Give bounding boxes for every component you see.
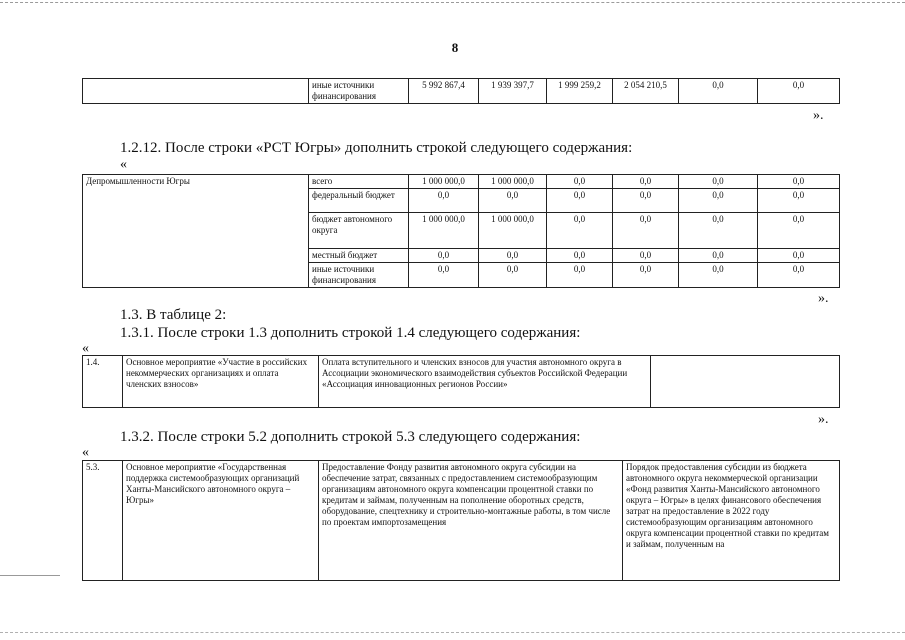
heading-1-2-12: 1.2.12. После строки «РСТ Югры» дополнить строкой следующего содержания:	[120, 140, 633, 156]
value-cell: 0,0	[409, 249, 479, 263]
measure-description: Оплата вступительного и членских взносов для участия автономного округа в Ассоциации экономического взаимодействия субъектов Российской Федерации «Ассоциация инновационных регионов России»	[319, 356, 651, 408]
value-cell: 0,0	[613, 213, 679, 249]
value-cell: 5 992 867,4	[409, 79, 479, 104]
value-cell: 1 000 000,0	[479, 175, 547, 189]
table-continuation	[82, 78, 840, 104]
value-cell: 0,0	[547, 263, 613, 288]
value-cell: 0,0	[758, 175, 840, 189]
value-cell: 0,0	[547, 189, 613, 213]
table-cell-empty	[83, 79, 309, 104]
value-cell: 0,0	[758, 189, 840, 213]
value-cell: 1 000 000,0	[409, 175, 479, 189]
opening-quote-1: «	[120, 157, 127, 172]
value-cell: 0,0	[758, 263, 840, 288]
value-cell: 0,0	[679, 79, 758, 104]
value-cell: 0,0	[479, 263, 547, 288]
value-cell: 0,0	[613, 263, 679, 288]
value-cell: 0,0	[679, 213, 758, 249]
closing-quote-3: ».	[818, 412, 829, 427]
value-cell: 0,0	[613, 249, 679, 263]
opening-quote-3: «	[82, 445, 89, 460]
opening-quote-2: «	[82, 341, 89, 356]
value-cell: 0,0	[758, 213, 840, 249]
scan-edge-top	[0, 2, 905, 3]
org-name: Депромышленности Югры	[83, 175, 309, 288]
value-cell: 0,0	[547, 249, 613, 263]
value-cell: 0,0	[613, 189, 679, 213]
page-number: 8	[451, 40, 459, 55]
table-row-1-4	[82, 355, 840, 408]
scan-edge-left	[0, 575, 60, 576]
measure-order: Порядок предоставления субсидии из бюджета автономного округа некоммерческой организации «Фонд развития Ханты-Мансийского автономного округа – Югры» в целях финансового обеспечения затрат на предоставление в 2022 году системообразующим организациям автономного округа компенсации процентной ставки по кредитам и займам, полученным на	[623, 461, 840, 581]
row-label: иные источники финансирования	[309, 263, 409, 288]
value-cell: 0,0	[679, 175, 758, 189]
row-label: бюджет автономного округа	[309, 213, 409, 249]
heading-1-3-2: 1.3.2. После строки 5.2 дополнить строкой 5.3 следующего содержания:	[120, 429, 581, 445]
measure-extra	[651, 356, 840, 408]
value-cell: 0,0	[547, 175, 613, 189]
scan-edge-bottom	[0, 632, 905, 633]
table-row	[83, 356, 840, 408]
value-cell: 0,0	[758, 79, 840, 104]
heading-1-3-1: 1.3.1. После строки 1.3 дополнить строкой 1.4 следующего содержания:	[120, 325, 581, 341]
table-row	[83, 79, 840, 104]
heading-1-3: 1.3. В таблице 2:	[120, 307, 227, 323]
table-row	[83, 175, 840, 189]
value-cell: 0,0	[409, 263, 479, 288]
measure-description: Предоставление Фонду развития автономного округа субсидии на обеспечение затрат, связанных с предоставлением системообразующим организациям автономного округа компенсации процентной ставки по кредитам и займам, полученным на пополнение оборотных средств, оборудование, спецтехнику и строительно-монтажные работы, в том числе по проектам импортозамещения	[319, 461, 623, 581]
value-cell: 1 939 397,7	[479, 79, 547, 104]
value-cell: 1 999 259,2	[547, 79, 613, 104]
value-cell: 0,0	[758, 249, 840, 263]
row-label: федеральный бюджет	[309, 189, 409, 213]
table-row-5-3	[82, 460, 840, 581]
measure-name: Основное мероприятие «Участие в российских некоммерческих организациях и оплата членских взносов»	[123, 356, 319, 408]
value-cell: 1 000 000,0	[479, 213, 547, 249]
row-label: всего	[309, 175, 409, 189]
value-cell: 0,0	[479, 189, 547, 213]
value-cell: 0,0	[547, 213, 613, 249]
row-label: местный бюджет	[309, 249, 409, 263]
closing-quote-1: ».	[813, 108, 824, 123]
row-label: иные источники финансирования	[309, 79, 409, 104]
closing-quote-2: ».	[818, 291, 829, 306]
value-cell: 1 000 000,0	[409, 213, 479, 249]
measure-name: Основное мероприятие «Государственная поддержка системообразующих организаций Ханты-Мансийского автономного округа – Югры»	[123, 461, 319, 581]
value-cell: 0,0	[479, 249, 547, 263]
row-number: 1.4.	[83, 356, 123, 408]
value-cell: 0,0	[679, 189, 758, 213]
row-number: 5.3.	[83, 461, 123, 581]
table-deprom	[82, 174, 840, 288]
value-cell: 0,0	[679, 263, 758, 288]
value-cell: 2 054 210,5	[613, 79, 679, 104]
value-cell: 0,0	[679, 249, 758, 263]
table-row	[83, 461, 840, 581]
value-cell: 0,0	[409, 189, 479, 213]
value-cell: 0,0	[613, 175, 679, 189]
